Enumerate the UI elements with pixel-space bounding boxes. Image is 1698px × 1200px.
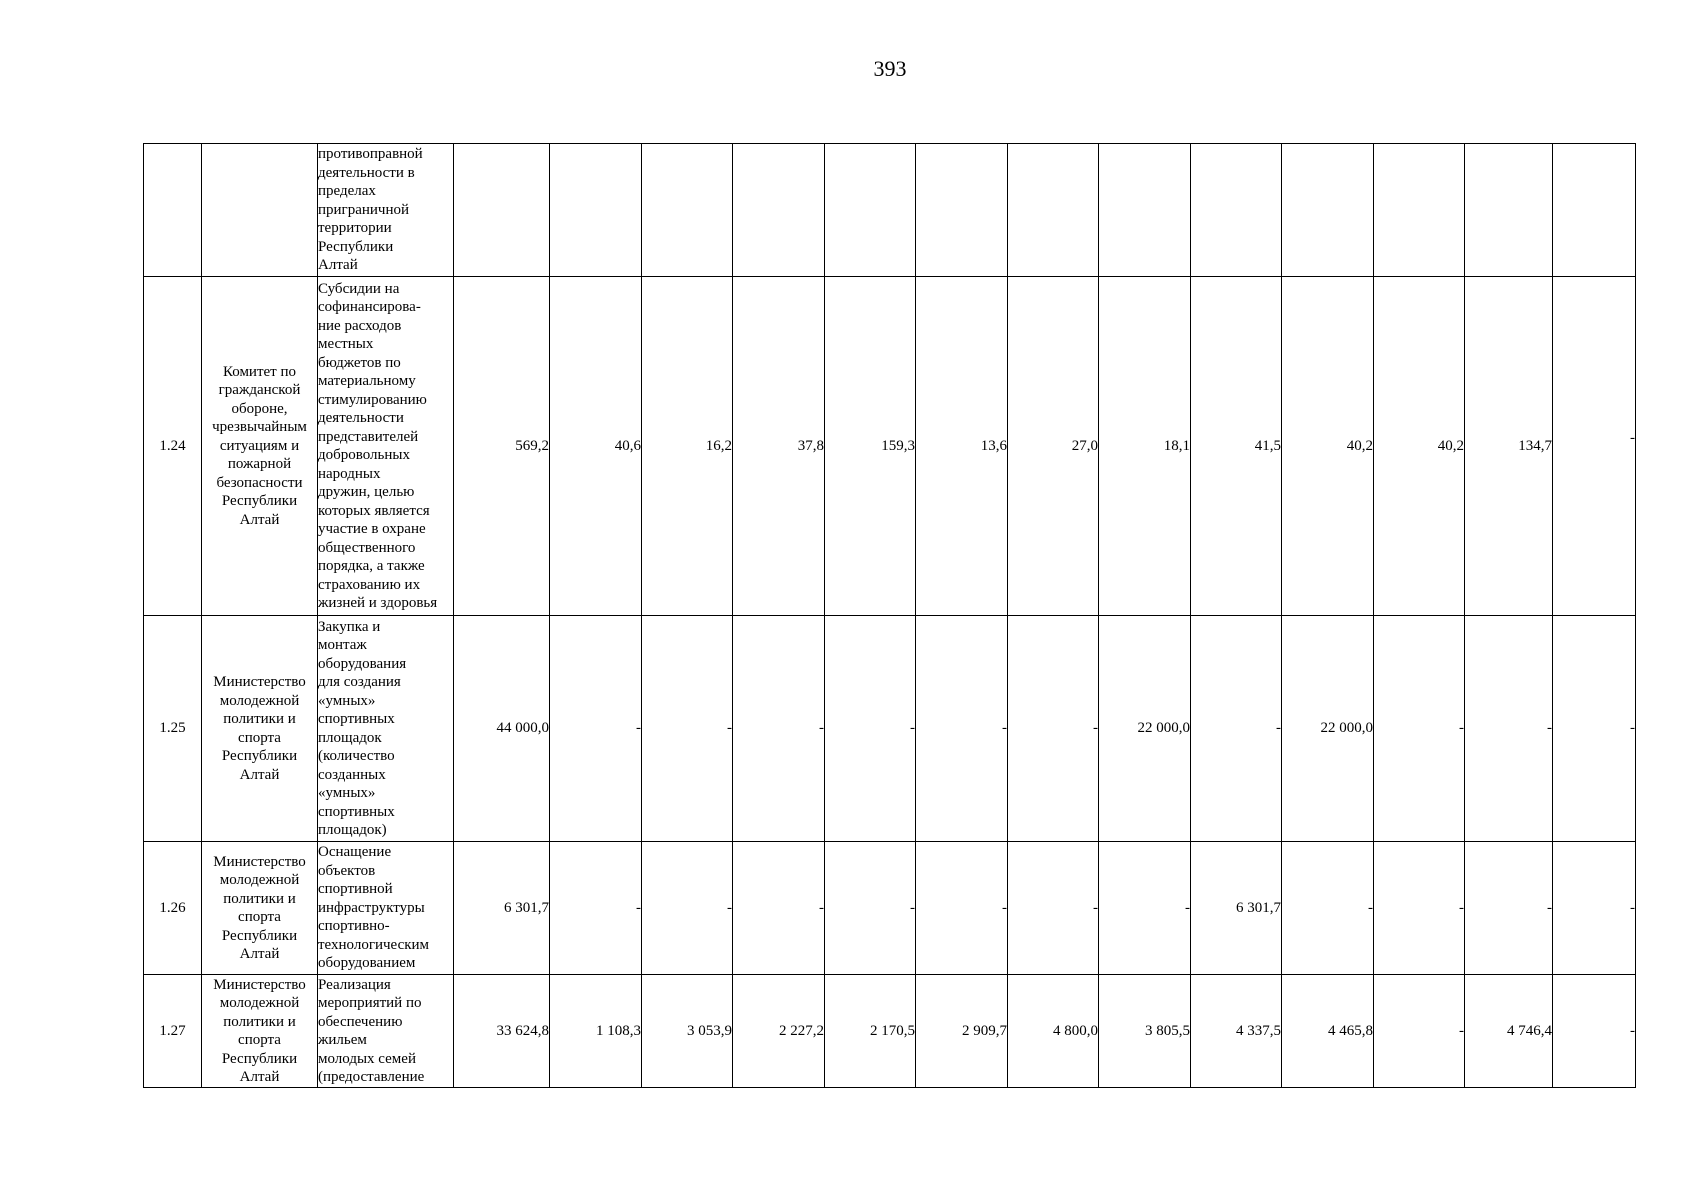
table-row (144, 842, 1636, 975)
value-cell: - (733, 842, 825, 975)
value-cell: 2 170,5 (825, 975, 916, 1088)
value-cell: 13,6 (916, 277, 1008, 616)
value-cell: - (916, 842, 1008, 975)
value-cell (916, 144, 1008, 277)
value-cell: 159,3 (825, 277, 916, 616)
value-cell: - (1465, 616, 1553, 842)
value-cell: 2 909,7 (916, 975, 1008, 1088)
table-row (144, 277, 1636, 616)
value-cell (454, 144, 550, 277)
row-number: 1.25 (144, 616, 202, 842)
value-cell: 6 301,7 (454, 842, 550, 975)
value-cell: 3 805,5 (1099, 975, 1191, 1088)
value-cell: 2 227,2 (733, 975, 825, 1088)
value-cell (1553, 277, 1636, 616)
responsible-org: Министерство молодежной политики и спорта Республики Алтай (202, 975, 318, 1088)
value-cell: 44 000,0 (454, 616, 550, 842)
table-row (144, 616, 1636, 842)
value-cell: - (550, 616, 642, 842)
value-cell: 4 746,4 (1465, 975, 1553, 1088)
value-cell (1191, 144, 1282, 277)
value-cell (733, 144, 825, 277)
row-number: 1.24 (144, 277, 202, 616)
value-cell (1282, 144, 1374, 277)
value-cell: 4 337,5 (1191, 975, 1282, 1088)
row-number: 1.26 (144, 842, 202, 975)
value-cell: - (1191, 616, 1282, 842)
value-cell: 4 800,0 (1008, 975, 1099, 1088)
value-cell: - (1008, 842, 1099, 975)
value-cell: 40,2 (1282, 277, 1374, 616)
responsible-org: Министерство молодежной политики и спорта Республики Алтай (202, 842, 318, 975)
responsible-org: Министерство молодежной политики и спорта Республики Алтай (202, 616, 318, 842)
value-cell: - (825, 842, 916, 975)
budget-table (143, 143, 1636, 1088)
value-cell: - (1282, 842, 1374, 975)
value-cell: 1 108,3 (550, 975, 642, 1088)
value-cell (1008, 144, 1099, 277)
value-cell: - (642, 616, 733, 842)
value-cell: - (825, 616, 916, 842)
value-cell: 18,1 (1099, 277, 1191, 616)
measure-description: Оснащение объектов спортивной инфраструктуры спортивно- технологическим оборудованием (318, 842, 454, 975)
table-row (144, 975, 1636, 1088)
value-cell: - (1374, 842, 1465, 975)
value-cell: - (550, 842, 642, 975)
row-number (144, 144, 202, 277)
value-cell: 27,0 (1008, 277, 1099, 616)
value-cell (1374, 144, 1465, 277)
responsible-org (202, 144, 318, 277)
value-cell: - (1099, 842, 1191, 975)
value-cell (1553, 144, 1636, 277)
value-cell: - (1008, 616, 1099, 842)
value-cell: - (1553, 842, 1636, 975)
value-cell: 22 000,0 (1282, 616, 1374, 842)
value-cell (550, 144, 642, 277)
value-cell (642, 144, 733, 277)
value-cell: - (1553, 616, 1636, 842)
value-cell: 3 053,9 (642, 975, 733, 1088)
measure-description: Реализация мероприятий по обеспечению жильем молодых семей (предоставление (318, 975, 454, 1088)
value-cell: - (642, 842, 733, 975)
value-cell: 4 465,8 (1282, 975, 1374, 1088)
value-cell: 22 000,0 (1099, 616, 1191, 842)
value-cell: 569,2 (454, 277, 550, 616)
value-cell: 33 624,8 (454, 975, 550, 1088)
row-number: 1.27 (144, 975, 202, 1088)
value-cell (1465, 144, 1553, 277)
table-row (144, 144, 1636, 277)
measure-description: Субсидии на софинансирова- ние расходов местных бюджетов по материальному стимулированию деятельности представителей добровольных народных дружин, целью которых является участие в охране общественного порядка, а также страхованию их жизней и здоровья (318, 277, 454, 616)
value-cell: 6 301,7 (1191, 842, 1282, 975)
value-cell: 37,8 (733, 277, 825, 616)
value-cell: 40,6 (550, 277, 642, 616)
value-cell: 134,7 (1465, 277, 1553, 616)
value-dash: - (1630, 429, 1635, 446)
value-cell: 41,5 (1191, 277, 1282, 616)
value-cell: 40,2 (1374, 277, 1465, 616)
value-cell (1099, 144, 1191, 277)
value-cell: - (1465, 842, 1553, 975)
value-cell: - (1374, 975, 1465, 1088)
value-cell: - (916, 616, 1008, 842)
value-cell (825, 144, 916, 277)
value-cell: - (1374, 616, 1465, 842)
responsible-org: Комитет по гражданской обороне, чрезвычайным ситуациям и пожарной безопасности Республики Алтай (202, 277, 318, 616)
measure-description: противоправной деятельности в пределах приграничной территории Республики Алтай (318, 144, 454, 277)
value-cell: 16,2 (642, 277, 733, 616)
value-cell: - (1553, 975, 1636, 1088)
page-number: 393 (873, 56, 907, 81)
value-cell: - (733, 616, 825, 842)
measure-description: Закупка и монтаж оборудования для создания «умных» спортивных площадок (количество созданных «умных» спортивных площадок) (318, 616, 454, 842)
